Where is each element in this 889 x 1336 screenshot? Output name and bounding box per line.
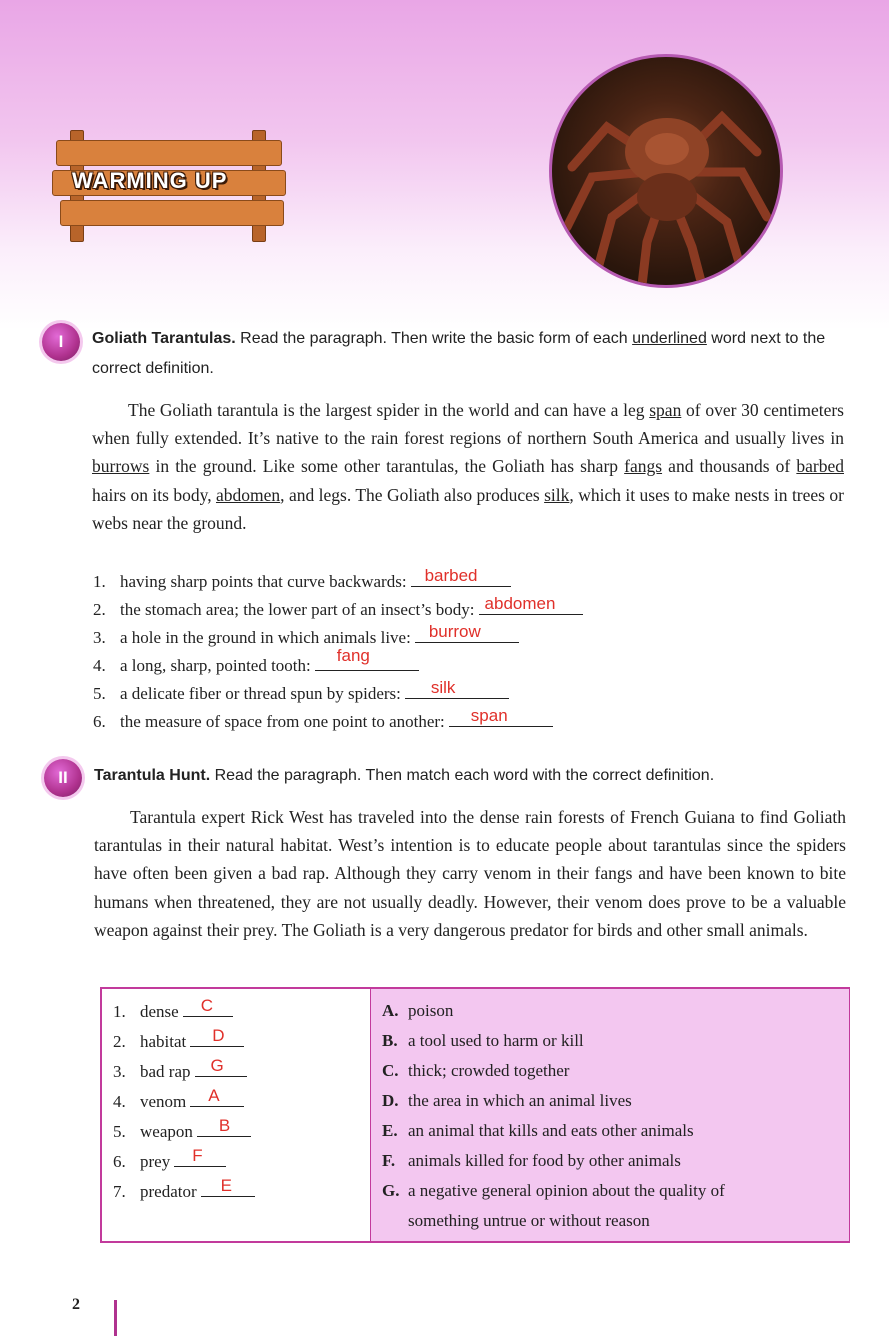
- item-number: 1.: [93, 572, 106, 591]
- match-definition-item: [382, 1116, 694, 1146]
- item-number: 4.: [93, 656, 106, 675]
- match-word: prey: [140, 1152, 171, 1171]
- match-word: bad rap: [140, 1062, 191, 1081]
- answer-blank[interactable]: [183, 996, 233, 1017]
- item-number: 6.: [113, 1152, 126, 1171]
- sign-title: WARMING UP: [72, 168, 228, 193]
- item-definition: a long, sharp, pointed tooth:: [120, 656, 311, 675]
- paragraph-text: hairs on its body,: [92, 484, 216, 505]
- answer-blank[interactable]: [315, 646, 419, 671]
- item-definition: the stomach area; the lower part of an insect’s body:: [120, 600, 475, 619]
- answer-blank[interactable]: [415, 622, 519, 643]
- match-definition-item: [382, 1086, 632, 1116]
- item-number: 1.: [113, 1002, 126, 1021]
- definition-letter: D.: [382, 1091, 399, 1110]
- match-definition-item: [382, 1026, 584, 1056]
- item-number: 5.: [93, 684, 106, 703]
- item-number: 7.: [113, 1182, 126, 1201]
- definition-letter: C.: [382, 1061, 399, 1080]
- definition-text: animals killed for food by other animals: [408, 1151, 681, 1170]
- list-item: [93, 566, 583, 594]
- spider-icon: [552, 57, 780, 285]
- underlined-word: burrows: [92, 456, 150, 477]
- paragraph-text: and thousands of: [662, 456, 797, 477]
- list-item: [93, 706, 583, 734]
- item-definition: a delicate fiber or thread spun by spiders:: [120, 684, 401, 703]
- item-number: 5.: [113, 1122, 126, 1141]
- match-word: habitat: [140, 1032, 187, 1051]
- definition-text: something untrue or without reason: [408, 1211, 650, 1230]
- handwritten-answer: burrow: [428, 622, 481, 641]
- item-definition: the measure of space from one point to another:: [120, 712, 445, 731]
- match-word-item: [113, 1086, 244, 1117]
- definition-letter: G.: [382, 1181, 400, 1200]
- item-number: 4.: [113, 1092, 126, 1111]
- paragraph-text: in the ground. Like some other tarantulas, the Goliath has sharp: [149, 456, 625, 477]
- underlined-word: span: [649, 400, 682, 420]
- section-badge-1: I: [42, 323, 80, 361]
- matching-table: [100, 987, 850, 1243]
- warming-up-sign: [52, 130, 287, 242]
- paragraph-text: , and legs. The Goliath also produces: [280, 484, 545, 505]
- underlined-word: fangs: [624, 456, 663, 477]
- answer-blank[interactable]: [201, 1176, 255, 1197]
- page-number: 2: [72, 1296, 80, 1313]
- sign-plank: [60, 200, 284, 226]
- handwritten-answer: fang: [336, 646, 370, 665]
- answer-blank[interactable]: [190, 1026, 244, 1047]
- handwritten-answer: abdomen: [484, 594, 556, 613]
- section-1-title: Goliath Tarantulas.: [92, 330, 236, 347]
- match-definition-item: [382, 1056, 569, 1086]
- paragraph-text: of over 30 centimeters when fully extended. It’s native to the rain forest regions of northern South America and usually lives in: [92, 400, 844, 449]
- handwritten-answer: E: [220, 1176, 232, 1195]
- answer-blank[interactable]: [197, 1116, 251, 1137]
- definition-text: thick; crowded together: [408, 1061, 570, 1080]
- match-word: weapon: [140, 1122, 193, 1141]
- match-definition-item: [382, 1146, 681, 1176]
- paragraph-text: , which it uses to make nests in trees or webs near the ground.: [92, 484, 844, 533]
- match-word-item: [113, 1116, 251, 1147]
- item-definition: having sharp points that curve backwards:: [120, 572, 407, 591]
- match-word-item: [113, 1026, 244, 1057]
- sign-plank: [56, 140, 282, 166]
- item-number: 2.: [93, 600, 106, 619]
- section-2-title: Tarantula Hunt.: [94, 767, 211, 784]
- handwritten-answer: barbed: [424, 566, 478, 585]
- handwritten-answer: C: [200, 996, 213, 1015]
- handwritten-answer: G: [210, 1056, 224, 1075]
- match-word: predator: [140, 1182, 197, 1201]
- definition-text: an animal that kills and eats other animals: [408, 1121, 694, 1140]
- list-item: [93, 678, 583, 706]
- definition-text: poison: [408, 1001, 454, 1020]
- match-word: venom: [140, 1092, 187, 1111]
- section-2-instructions: [94, 761, 854, 791]
- match-definition-item: [382, 996, 453, 1026]
- section-2-paragraph: [94, 803, 846, 944]
- answer-blank[interactable]: [479, 594, 583, 615]
- handwritten-answer: span: [470, 706, 508, 725]
- paragraph-text: The Goliath tarantula is the largest spider in the world and can have a leg: [128, 400, 650, 420]
- item-definition: a hole in the ground in which animals live:: [120, 628, 411, 647]
- section-1-paragraph: [92, 396, 844, 537]
- answer-blank[interactable]: [449, 706, 553, 727]
- definition-letter: E.: [382, 1121, 398, 1140]
- handwritten-answer: B: [218, 1116, 231, 1135]
- handwritten-answer: silk: [430, 678, 456, 697]
- definition-list: [93, 566, 583, 734]
- answer-blank[interactable]: [174, 1146, 226, 1167]
- underlined-word: barbed: [796, 456, 844, 477]
- list-item: [93, 594, 583, 622]
- definition-letter: A.: [382, 1001, 399, 1020]
- definition-letter: F.: [382, 1151, 396, 1170]
- section-1-instructions: [92, 324, 852, 384]
- instr-text: word next to the correct definition.: [92, 330, 826, 377]
- instr-text: Read the paragraph. Then match each word with the correct definition.: [210, 767, 715, 784]
- spider-photo: [549, 54, 783, 288]
- answer-blank[interactable]: [195, 1056, 247, 1077]
- paragraph-text: Tarantula expert Rick West has traveled into the dense rain forests of French Guiana to find Goliath tarantulas in their natural habitat. West’s intention is to educate people about tarantulas since the spiders have often been given a bad rap. Although they carry venom in their fangs and have been known to bite humans when threatened, they are not usually deadly. However, their venom does prove to be a valuable weapon against their prey. The Goliath is a very dangerous predator for birds and other small animals.: [94, 807, 846, 940]
- instr-underlined: underlined: [632, 330, 707, 347]
- match-definition-item: [382, 1206, 650, 1236]
- underlined-word: abdomen: [216, 484, 281, 505]
- match-word-item: [113, 1056, 247, 1087]
- definition-text: a tool used to harm or kill: [408, 1031, 584, 1050]
- item-number: 3.: [113, 1062, 126, 1081]
- handwritten-answer: A: [208, 1086, 220, 1105]
- answer-blank[interactable]: [190, 1086, 244, 1107]
- definition-letter: B.: [382, 1031, 398, 1050]
- page-divider: [114, 1300, 117, 1336]
- match-word-item: [113, 1146, 226, 1177]
- answer-blank[interactable]: [411, 566, 511, 587]
- match-definition-item: [382, 1176, 725, 1206]
- definition-text: a negative general opinion about the quality of: [408, 1181, 725, 1200]
- match-word: dense: [140, 1002, 179, 1021]
- instr-text: Read the paragraph. Then write the basic form of each: [235, 330, 633, 347]
- handwritten-answer: D: [212, 1026, 225, 1045]
- item-number: 6.: [93, 712, 106, 731]
- underlined-word: silk: [544, 484, 570, 505]
- handwritten-answer: F: [192, 1146, 203, 1165]
- answer-blank[interactable]: [405, 678, 509, 699]
- list-item: [93, 646, 583, 678]
- definition-text: the area in which an animal lives: [408, 1091, 632, 1110]
- match-word-item: [113, 996, 233, 1027]
- section-badge-2: II: [44, 759, 82, 797]
- match-word-item: [113, 1176, 255, 1207]
- item-number: 3.: [93, 628, 106, 647]
- item-number: 2.: [113, 1032, 126, 1051]
